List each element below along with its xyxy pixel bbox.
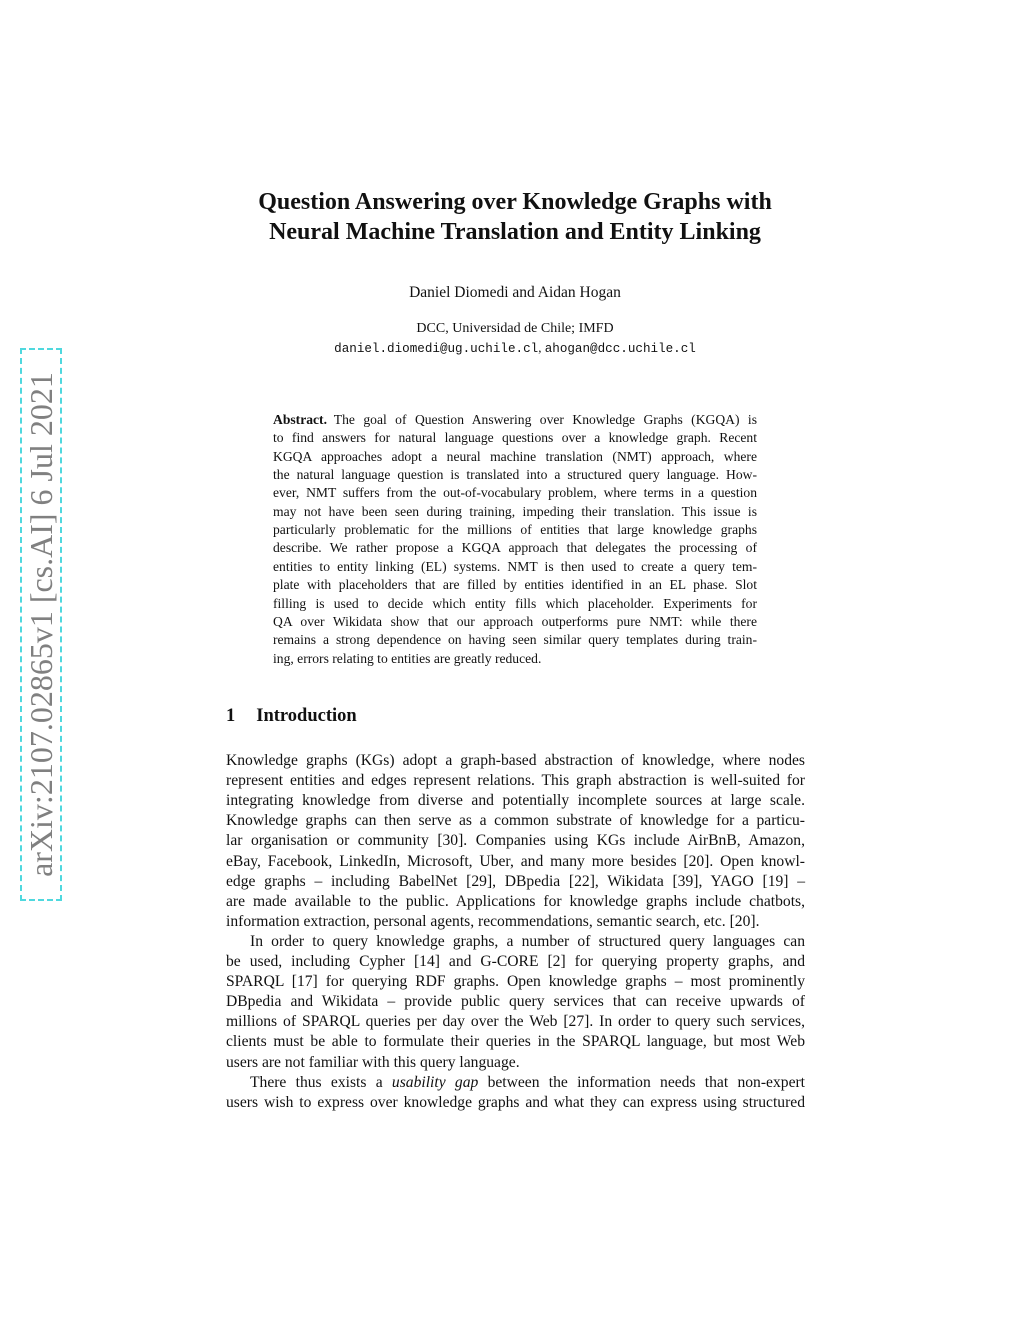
abstract-line [273,559,757,575]
abstract-line [273,632,757,648]
body-text: Knowledge graphs can then serve as a common substrate of knowledge for a particu- [226,812,805,830]
emails [0,340,1024,356]
abstract-label: Abstract. [273,412,327,427]
body-line [226,1013,805,1031]
abstract-line [273,449,757,465]
email-2[interactable]: ahogan@dcc.uchile.cl [544,342,696,356]
body-text: be used, including Cypher [14] and G-CORE [2] for querying property graphs, and [226,953,805,970]
body-line [226,973,805,991]
paper-title-line-1: Question Answering over Knowledge Graphs with [258,189,772,215]
body-line [226,752,805,770]
body-text: millions of SPARQL queries per day over the Web [27]. In order to query such services, [226,1013,805,1031]
body-line [226,873,805,891]
abstract-line [273,651,757,667]
abstract-line [273,522,757,538]
abstract-text: ing, errors relating to entities are greatly reduced. [273,650,542,666]
authors: Daniel Diomedi and Aidan Hogan [409,284,621,301]
abstract-text: describe. We rather propose a KGQA approach that delegates the processing of [273,540,757,556]
body-line [226,853,805,871]
body-text: users are not familiar with this query language. [226,1053,520,1071]
abstract-text: The goal of Question Answering over Knowledge Graphs (KGQA) is [333,412,757,427]
abstract-text: particularly problematic for the millions of entities that large knowledge graphs [273,522,757,538]
abstract-line [273,467,757,483]
body-text: edge graphs – including BabelNet [29], DBpedia [22], Wikidata [39], YAGO [19] – [226,872,805,890]
abstract-text: may not have been seen during training, impeding their translation. This issue is [273,503,757,519]
body-line [226,792,805,810]
arxiv-stamp: arXiv:2107.02865v1 [cs.AI] 6 Jul 2021 [20,348,62,901]
body-text: information extraction, personal agents, recommendations, semantic search, etc. [20]. [226,912,760,930]
body-text: users wish to express over knowledge graphs and what they can express using structured [226,1093,805,1111]
body-line [226,1094,805,1112]
body-line [226,993,805,1011]
email-separator: , [538,340,545,355]
section-number: 1 [226,706,236,726]
abstract-line [273,577,757,593]
body-text: Knowledge graphs (KGs) adopt a graph-based abstraction of knowledge, where nodes [226,752,805,769]
abstract-line [273,412,757,428]
body-text: clients must be able to formulate their queries in the SPARQL language, but most Web [226,1033,805,1051]
abstract-text: to find answers for natural language questions over a knowledge graph. Recent [273,430,757,446]
emphasis-text: usability gap [391,1073,479,1091]
abstract-line [273,485,757,501]
body-text: eBay, Facebook, LinkedIn, Microsoft, Uber, and many more besides [20]. Open knowl- [226,852,805,870]
abstract-text: KGQA approaches adopt a neural machine translation (NMT) approach, where [273,448,757,464]
abstract-text: ever, NMT suffers from the out-of-vocabulary problem, where terms in a question [273,485,757,501]
abstract-text: the natural language question is translated into a structured query language. How- [273,467,757,483]
body-line [226,812,805,830]
body-line [226,1033,805,1051]
abstract-text: remains a strong dependence on having seen similar query templates during train- [273,632,757,648]
abstract-text: plate with placeholders that are filled by entities identified in an EL phase. Slot [273,577,757,593]
body-line [250,1074,805,1092]
abstract-text: filling is used to decide which entity fills which placeholder. Experiments for [273,595,757,611]
abstract-line [273,614,757,630]
body-text: In order to query knowledge graphs, a number of structured query languages can [250,932,805,950]
body-line [226,832,805,850]
body-text: lar organisation or community [30]. Companies using KGs include AirBnB, Amazon, [226,832,805,850]
body-text: DBpedia and Wikidata – provide public query services that can receive upwards of [226,993,805,1011]
paper-title-line-2: Neural Machine Translation and Entity Linking [269,219,761,245]
body-line [226,913,805,931]
abstract-text: entities to entity linking (EL) systems. NMT is then used to create a query tem- [273,558,757,574]
body-text: integrating knowledge from diverse and potentially incomplete sources at large scale. [226,792,805,810]
body-line [250,933,805,951]
email-1[interactable]: daniel.diomedi@ug.uchile.cl [334,342,539,356]
section-title: Introduction [256,706,357,726]
abstract-text: QA over Wikidata show that our approach outperforms pure NMT: while there [273,613,757,629]
body-text: There thus exists a [250,1073,392,1091]
body-text: represent entities and edges represent relations. This graph abstraction is well-suited for [226,772,805,790]
body-text: are made available to the public. Applications for knowledge graphs include chatbots, [226,892,805,910]
abstract-line [273,504,757,520]
body-text: SPARQL [17] for querying RDF graphs. Open knowledge graphs – most prominently [226,973,805,991]
body-text: between the information needs that non-expert [478,1073,806,1091]
affiliation: DCC, Universidad de Chile; IMFD [416,321,614,336]
body-line [226,772,805,790]
abstract-line [273,596,757,612]
body-line [226,893,805,911]
section-heading [226,706,357,727]
abstract-line [273,430,757,446]
body-line [226,1054,805,1072]
abstract-line [273,540,757,556]
body-line [226,953,805,971]
